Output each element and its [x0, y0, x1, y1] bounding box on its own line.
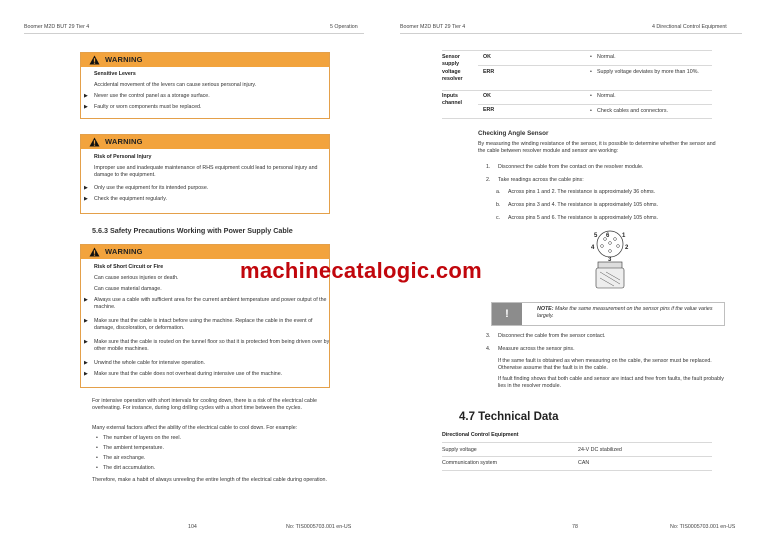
warning-text: Improper use and inadequate maintenance of RHS equipment could lead to personal injury and damage to the equipment. [94, 165, 318, 179]
warning-bullet: ▶ Make sure that the cable is routed on the tunnel floor so that it is protected from being driven over by other mobile machines. [84, 339, 334, 354]
paragraph: If fault finding shows that both cable and sensor are intact and free from faults, the fault probably lies in the resolver module. [498, 376, 724, 390]
step-item: 1. Disconnect the cable from the contact on the resolver module. [486, 164, 644, 170]
list-item: • The number of layers on the reel. [96, 435, 181, 442]
warning-bar [81, 53, 329, 67]
table-row-label: Sensor supply voltage resolver [442, 54, 463, 83]
table-state: ERR [483, 69, 495, 75]
section-heading: 4.7 Technical Data [459, 411, 559, 423]
warning-bullet: ▶ Always use a cable with sufficient area for the current ambient temperature and power output of the machine. [84, 297, 334, 312]
step-item: 2. Take readings across the cable pins: [486, 177, 584, 183]
table-rule [442, 118, 712, 119]
table-row-label: Inputs channel [442, 93, 463, 107]
pin-label: 2 [625, 245, 629, 251]
watermark: machinecatalogic.com [240, 258, 482, 283]
warning-text: Accidental movement of the levers can cause serious personal injury. [94, 82, 257, 88]
substep-item: a. Across pins 1 and 2. The resistance is approximately 36 ohms. [496, 189, 656, 195]
warning-heading: Sensitive Levers [94, 71, 136, 77]
table-rule [478, 65, 712, 66]
warning-icon [89, 55, 100, 65]
header-chapter: 5 Operation [330, 24, 358, 30]
substep-item: b. Across pins 3 and 4. The resistance is approximately 105 ohms. [496, 202, 659, 208]
step-item: 3. Disconnect the cable from the sensor contact. [486, 333, 606, 339]
table-state: ERR [483, 107, 495, 113]
paragraph: For intensive operation with short intervals for cooling down, there is a risk of the electrical cable overheating. For instance, during long drilling cycles with a short time between the cycles. [92, 398, 317, 412]
exclamation-icon: ! [492, 303, 522, 325]
table-state: OK [483, 54, 491, 60]
page-number: 78 [572, 524, 578, 530]
note-text: NOTE: Make the same measurement on the sensor pins if the value varies largely. [537, 306, 713, 320]
paragraph: Therefore, make a habit of always unreeling the entire length of the electrical cable during operation. [92, 477, 327, 483]
pin-label: 4 [591, 245, 595, 251]
table-desc: • Normal. [590, 93, 616, 99]
step-item: 4. Measure across the sensor pins. [486, 346, 575, 352]
warning-title: WARNING [105, 247, 143, 256]
warning-bullet: ▶ Only use the equipment for its intended purpose. [84, 185, 334, 192]
warning-bullet: ▶ Make sure that the cable is intact before using the machine. Replace the cable in the event of damage, discoloration, or deformation. [84, 318, 334, 333]
table-value: 24-V DC stabilized [578, 447, 622, 453]
warning-bullet: ▶ Unwind the whole cable for intensive operation. [84, 360, 334, 367]
list-item: • The air exchange. [96, 455, 145, 462]
table-rule [478, 104, 712, 105]
warning-bullet: ▶ Faulty or worn components must be replaced. [84, 104, 334, 111]
table-rule [442, 442, 712, 443]
warning-bullet: ▶ Check the equipment regularly. [84, 196, 334, 203]
list-item: • The ambient temperature. [96, 445, 164, 452]
table-rule [442, 470, 712, 471]
table-rule [442, 90, 712, 91]
warning-bullet: ▶ Never use the control panel as a storage surface. [84, 93, 334, 100]
warning-box-sensitive-levers [80, 52, 330, 119]
document-number: No: TIS0005703.001 en-US [670, 524, 736, 530]
list-item: • The dirt accumulation. [96, 465, 155, 472]
document-number: No: TIS0005703.001 en-US [286, 524, 352, 530]
table-key: Communication system [442, 460, 498, 466]
pin-label: 3 [608, 257, 612, 263]
table-state: OK [483, 93, 491, 99]
pin-label: 5 [594, 233, 598, 239]
header-chapter: 4 Directional Control Equipment [652, 24, 727, 30]
warning-heading: Risk of Short Circuit or Fire [94, 264, 164, 270]
warning-text: Can cause material damage. [94, 286, 162, 292]
warning-icon [89, 137, 100, 147]
table-desc: • Supply voltage deviates by more than 10%. [590, 69, 699, 75]
paragraph: By measuring the winding resistance of the sensor, it is possible to determine whether the sensor and the cable between resolver module and sensor are working: [478, 141, 716, 155]
table-caption: Directional Control Equipment [442, 432, 519, 438]
pin-label: 1 [622, 233, 626, 239]
subsection-title: Checking Angle Sensor [478, 130, 549, 137]
header-product: Boomer M2D BUT 29 Tier 4 [400, 24, 466, 30]
header-divider [24, 33, 364, 34]
paragraph: If the same fault is obtained as when measuring on the cable, the sensor must be replaced. Otherwise assume that the fault is in the cable. [498, 358, 712, 372]
connector-pin-diagram [584, 228, 636, 290]
header-product: Boomer M2D BUT 29 Tier 4 [24, 24, 90, 30]
warning-title: WARNING [105, 55, 143, 64]
section-title: 5.6.3 Safety Precautions Working with Power Supply Cable [92, 226, 293, 235]
pin-label: 6 [606, 233, 610, 239]
warning-heading: Risk of Personal Injury [94, 154, 152, 160]
warning-text: Can cause serious injuries or death. [94, 275, 179, 281]
table-key: Supply voltage [442, 447, 477, 453]
note-box [491, 302, 725, 326]
warning-bar [81, 135, 329, 149]
warning-box-personal-injury [80, 134, 330, 214]
table-desc: • Normal. [590, 54, 616, 60]
page-number: 104 [188, 524, 197, 530]
warning-bullet: ▶ Make sure that the cable does not overheat during intensive use of the machine. [84, 371, 334, 378]
table-rule [442, 456, 712, 457]
warning-title: WARNING [105, 137, 143, 146]
table-rule [442, 50, 712, 51]
warning-icon [89, 247, 100, 257]
table-value: CAN [578, 460, 590, 466]
paragraph: Many external factors affect the ability of the electrical cable to cool down. For example: [92, 425, 298, 431]
header-divider [400, 33, 742, 34]
substep-item: c. Across pins 5 and 6. The resistance is approximately 105 ohms. [496, 215, 659, 221]
table-desc: • Check cables and connectors. [590, 108, 668, 114]
